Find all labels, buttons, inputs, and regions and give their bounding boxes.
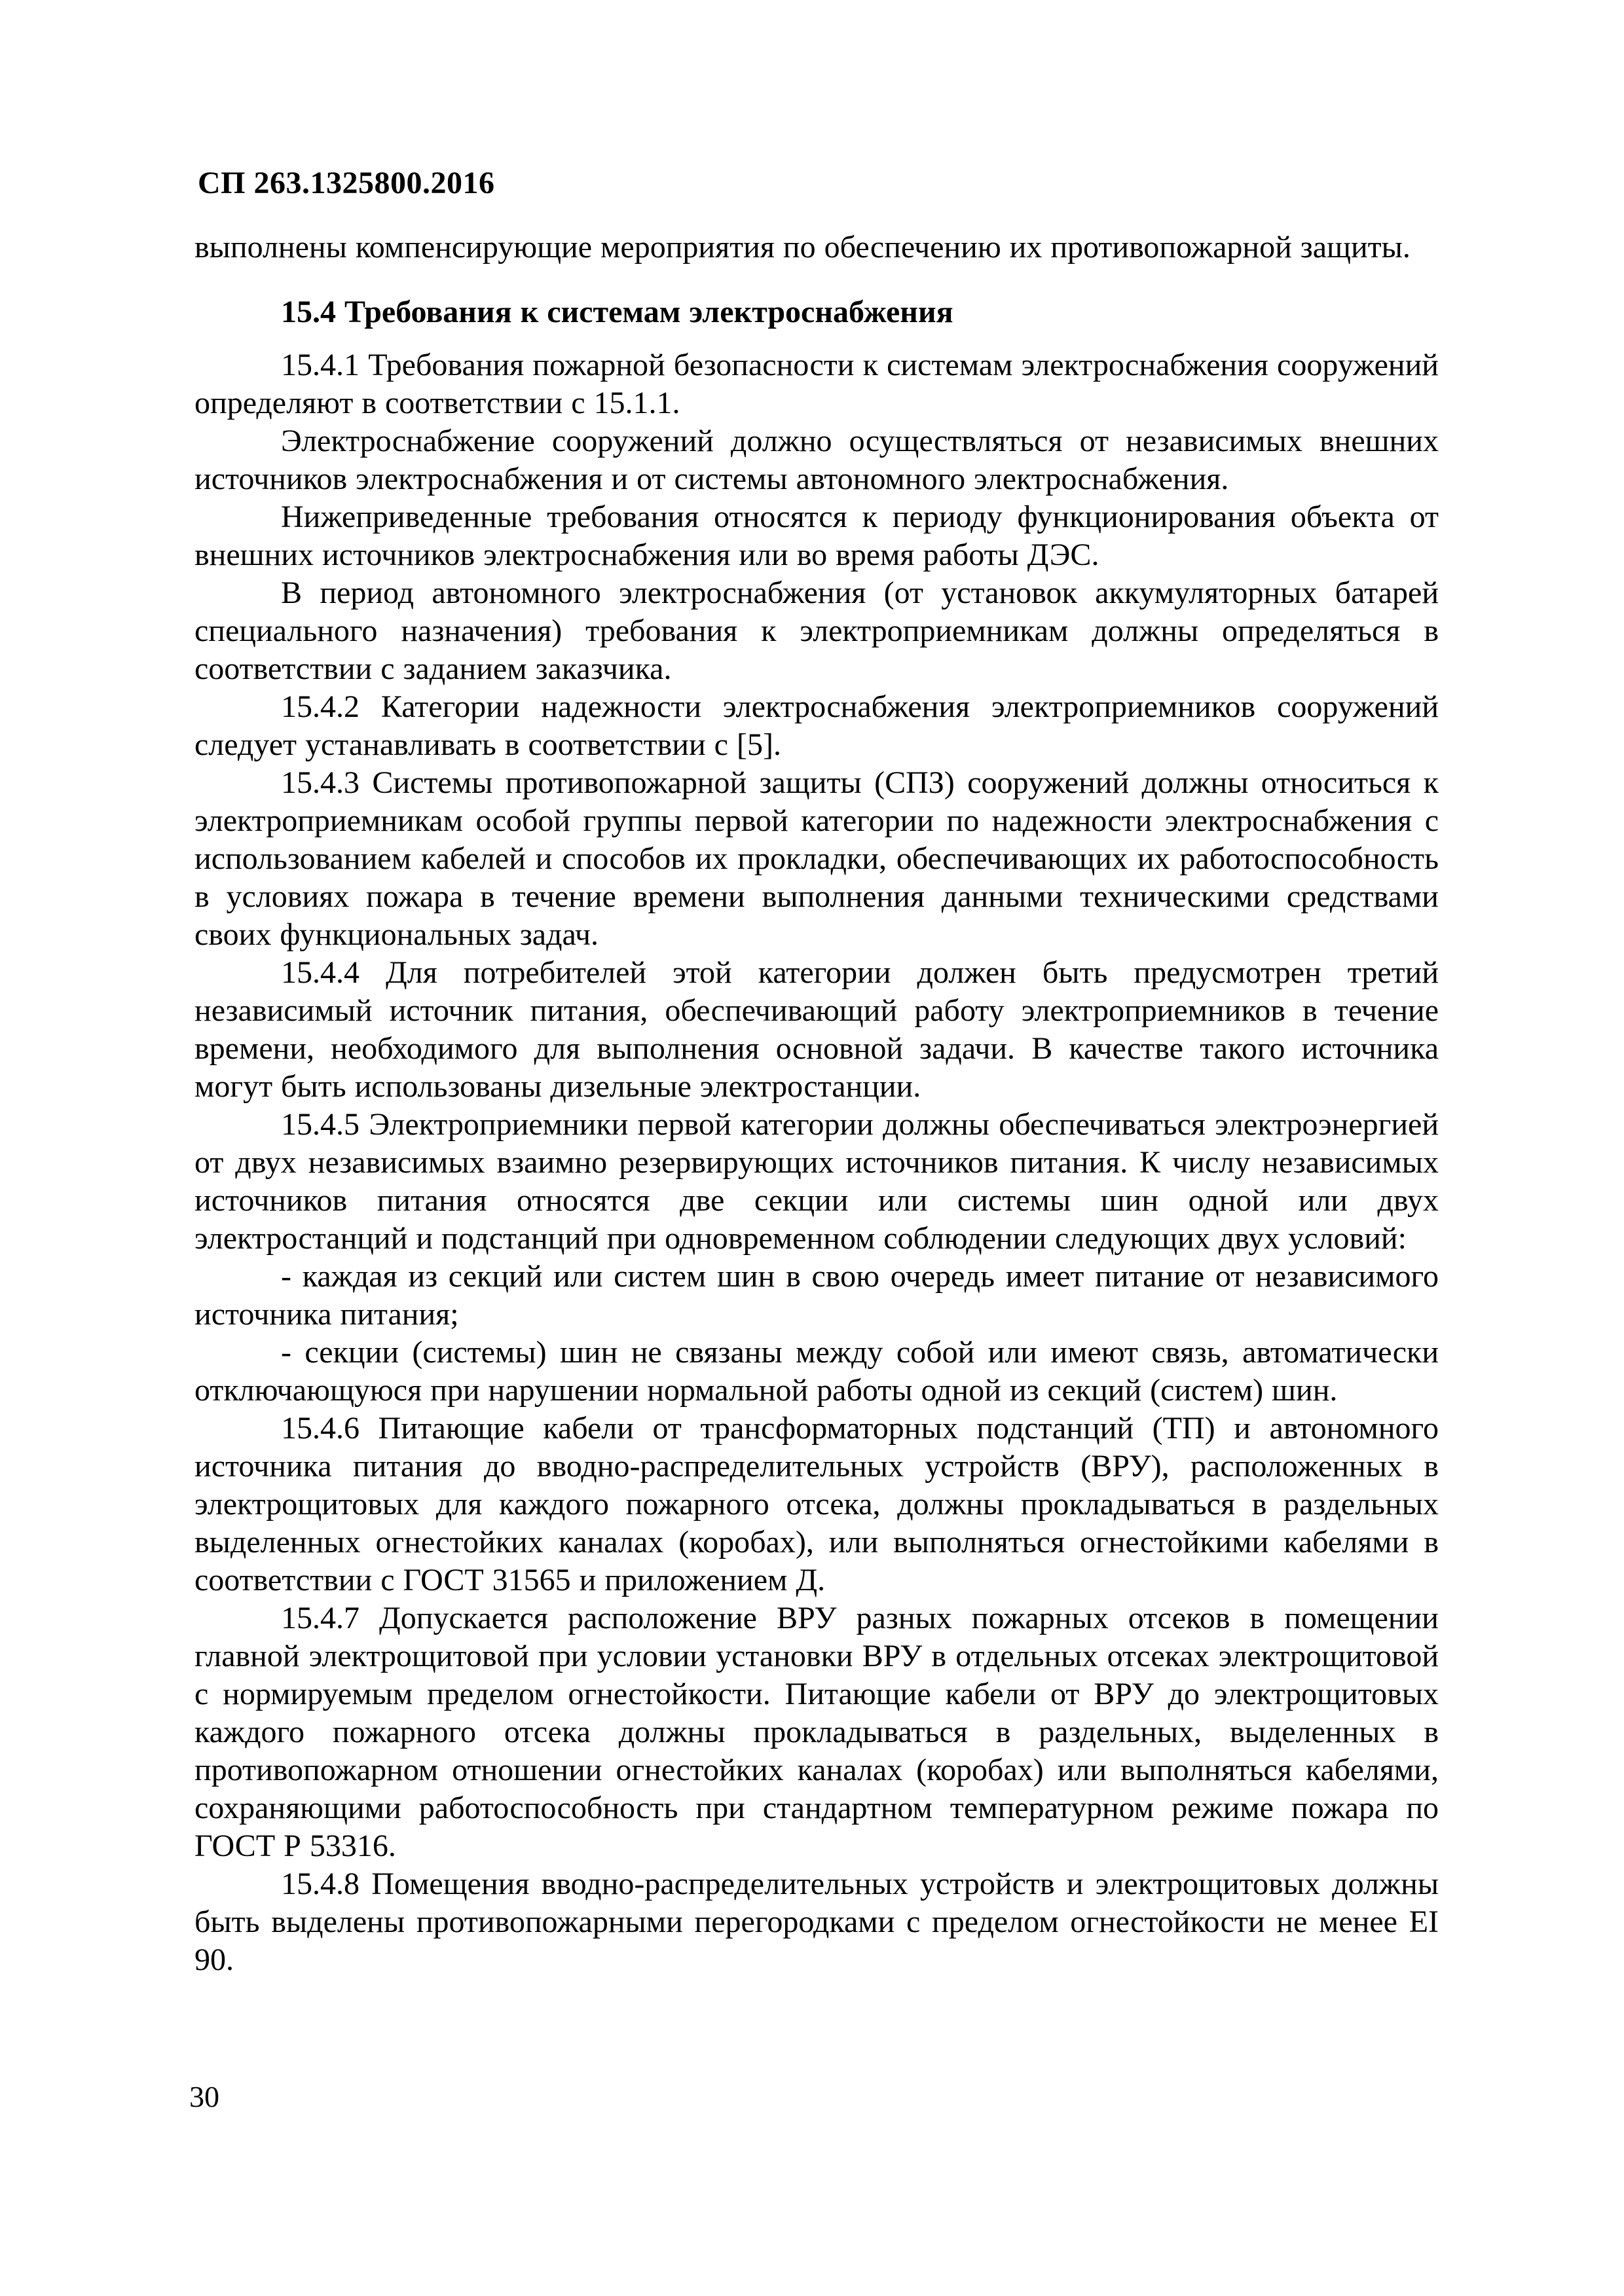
paragraph-requirements-period: Нижеприведенные требования относятся к периоду функционирования объекта от внешних источников электроснабжения или во время работы ДЭС.	[194, 500, 1439, 572]
paragraph-15-4-4: 15.4.4 Для потребителей этой категории должен быть предусмотрен третий независимый источник питания, обеспечивающий работу электроприемников в течение времени, необходимого для выполнения основной задачи. В качестве такого источника могут быть использованы дизельные электростанции.	[194, 955, 1439, 1104]
page-number: 30	[189, 2080, 219, 2113]
document-code-header: СП 263.1325800.2016	[198, 166, 495, 200]
paragraph-continuation: выполнены компенсирующие мероприятия по обеспечению их противопожарной защиты.	[194, 230, 1411, 264]
page-body-text	[194, 228, 1439, 1979]
section-heading-15-4: 15.4 Требования к системам электроснабжения	[281, 295, 953, 329]
paragraph-15-4-7: 15.4.7 Допускается расположение ВРУ разных пожарных отсеков в помещении главной электрощитовой при условии установки ВРУ в отдельных отсеках электрощитовой с нормируемым пределом огнестойкости. Питающие кабели от ВРУ до электрощитовых каждого пожарного отсека должны прокладываться в раздельных, выделенных в противопожарном отношении огнестойких каналах (коробах) или выполняться кабелями, сохраняющими работоспособность при стандартном температурном режиме пожара по ГОСТ Р 53316.	[194, 1601, 1439, 1863]
paragraph-15-4-1: 15.4.1 Требования пожарной безопасности к системам электроснабжения сооружений определяют в соответствии с 15.1.1.	[194, 348, 1439, 420]
paragraph-15-4-5: 15.4.5 Электроприемники первой категории должны обеспечиваться электроэнергией от двух независимых взаимно резервирующих источников питания. К числу независимых источников питания относятся две секции или системы шин одной или двух электростанций и подстанций при одновременном соблюдении следующих двух условий:	[194, 1107, 1439, 1256]
paragraph-15-4-3: 15.4.3 Системы противопожарной защиты (СПЗ) сооружений должны относиться к электроприемникам особой группы первой категории по надежности электроснабжения с использованием кабелей и способов их прокладки, обеспечивающих их работоспособность в условиях пожара в течение времени выполнения данными техническими средствами своих функциональных задач.	[194, 765, 1439, 952]
paragraph-15-4-6: 15.4.6 Питающие кабели от трансформаторных подстанций (ТП) и автономного источника питания до вводно-распределительных устройств (ВРУ), расположенных в электрощитовых для каждого пожарного отсека, должны прокладываться в раздельных выделенных огнестойких каналах (коробах), или выполняться огнестойкими кабелями в соответствии с ГОСТ 31565 и приложением Д.	[194, 1411, 1439, 1597]
paragraph-power-supply-sources: Электроснабжение сооружений должно осуществляться от независимых внешних источников электроснабжения и от системы автономного электроснабжения.	[194, 424, 1439, 496]
list-item-condition-2: - секции (системы) шин не связаны между собой или имеют связь, автоматически отключающуюся при нарушении нормальной работы одной из секций (систем) шин.	[194, 1335, 1439, 1408]
paragraph-15-4-8: 15.4.8 Помещения вводно-распределительных устройств и электрощитовых должны быть выделены противопожарными перегородками с пределом огнестойкости не менее EI 90.	[194, 1867, 1439, 1977]
list-item-condition-1: - каждая из секций или систем шин в свою очередь имеет питание от независимого источника питания;	[194, 1259, 1439, 1332]
paragraph-15-4-2: 15.4.2 Категории надежности электроснабжения электроприемников сооружений следует устанавливать в соответствии с [5].	[194, 689, 1439, 762]
paragraph-autonomous-period: В период автономного электроснабжения (от установок аккумуляторных батарей специального назначения) требования к электроприемникам должны определяться в соответствии с заданием заказчика.	[194, 575, 1439, 686]
